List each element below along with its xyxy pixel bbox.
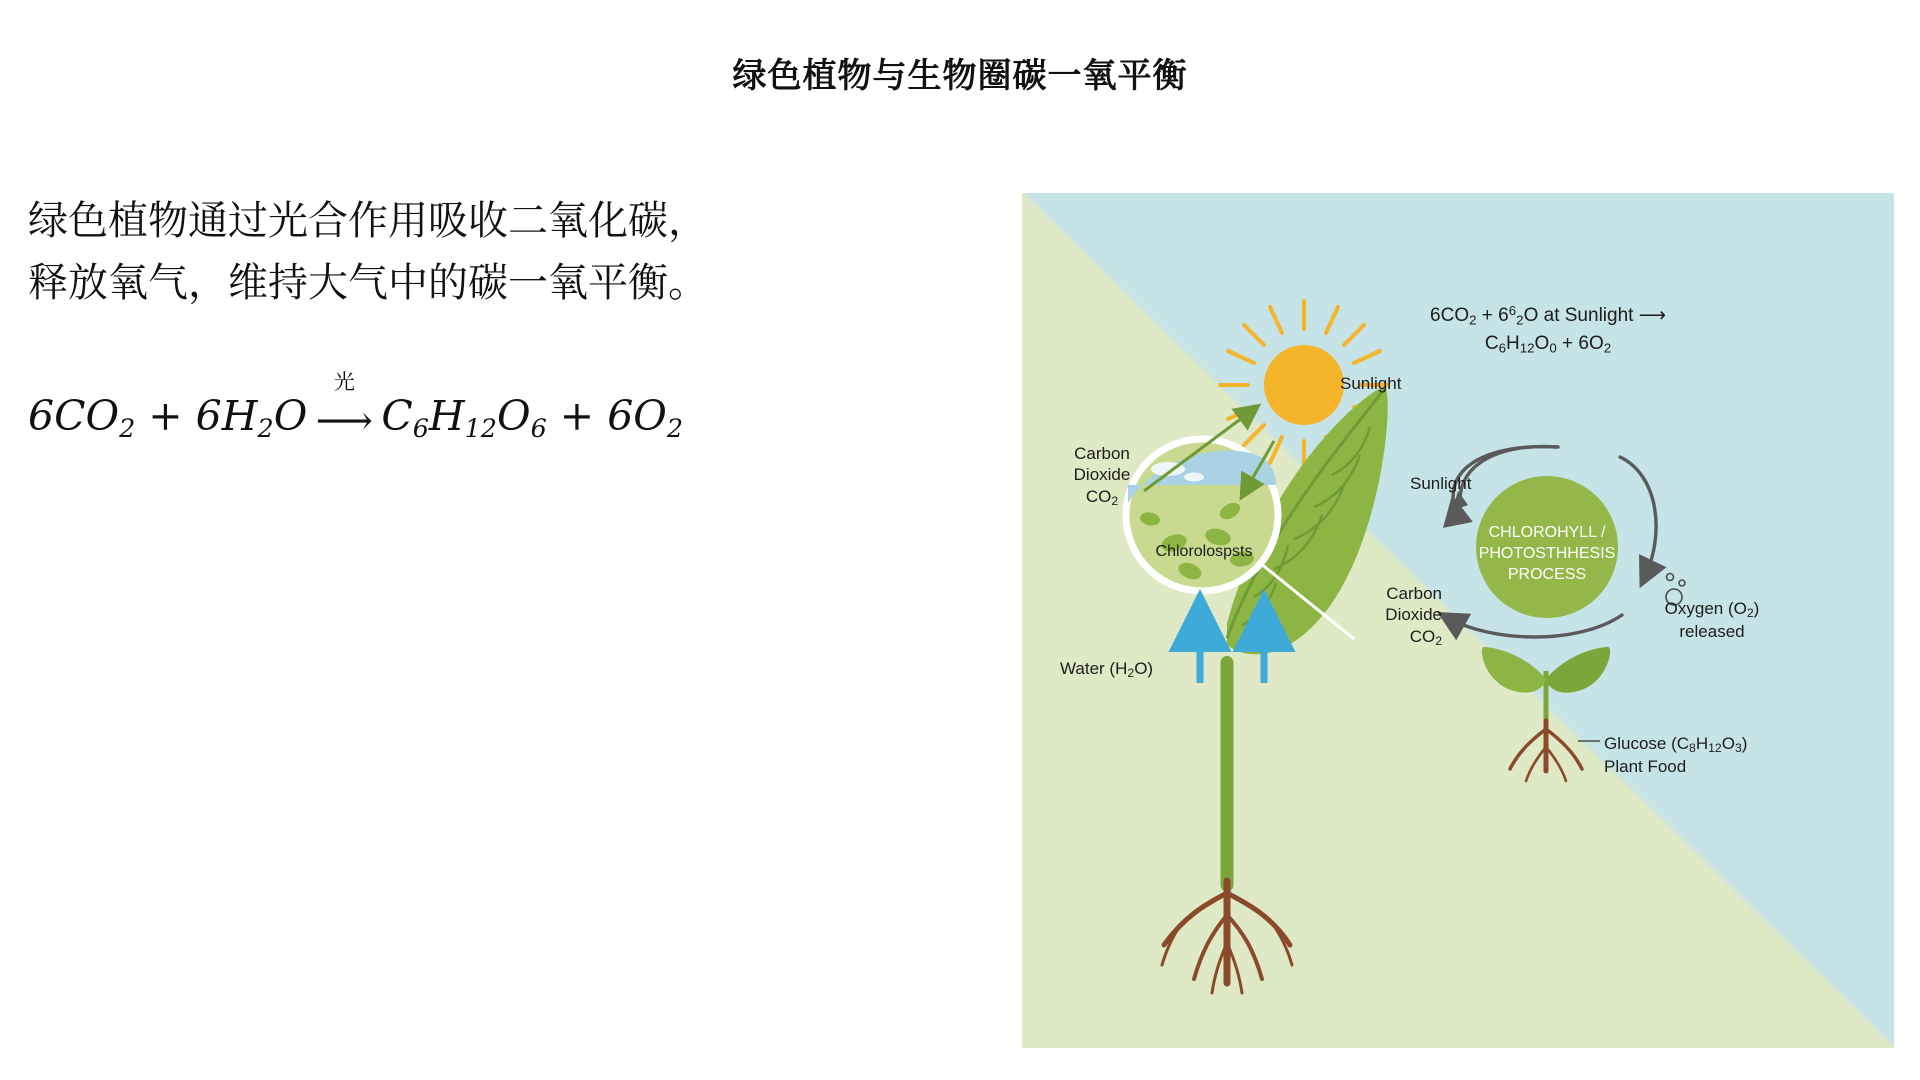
equation-plus-2: + [546, 392, 608, 440]
label-chloroplast: Chlorolospsts [1155, 543, 1253, 560]
label-cycle-sunlight: Sunlight [1410, 474, 1472, 493]
equation-arrow-label: 光 [333, 370, 355, 394]
equation-product-oxygen: $6O_2$ [607, 392, 684, 444]
photosynthesis-illustration [1022, 193, 1894, 1048]
label-oxygen-released: Oxygen $(O_2)$ released [1664, 599, 1760, 642]
equation-arrow-glyph: ⟶ [315, 397, 373, 444]
equation-reactant-co2: $6CO_2$ [28, 392, 136, 444]
label-glucose: Glucose $(C_8H_{12}O_3)$ Plant Food [1604, 734, 1748, 777]
photosynthesis-equation [28, 370, 684, 444]
body-paragraph [28, 190, 858, 314]
figure-equation [1398, 301, 1698, 357]
paragraph-line-2: 释放氧气，维持大气中的碳一氧平衡。 [28, 261, 708, 305]
page-title: 绿色植物与生物圈碳一氧平衡 [732, 57, 1188, 95]
seedling-graphic [1482, 647, 1610, 781]
label-water: Water $(H_2O)$ [1060, 659, 1154, 681]
equation-arrow [307, 370, 381, 444]
figure-equation-line-1: $6CO_2 + 6^6_2O$ at Sunlight ⟶ [1430, 303, 1666, 328]
paragraph-line-1: 绿色植物通过光合作用吸收二氧化碳， [28, 199, 708, 243]
equation-product-glucose: $C_6H_{12}O_6$ [381, 392, 547, 444]
label-sunlight-left: Sunlight [1340, 374, 1402, 393]
equation-reactant-water: $6H_2O$ [195, 392, 308, 444]
equation-plus-1: + [135, 392, 196, 440]
figure-equation-line-2: $C_6H_{12}O_0 + 6O_2$ [1484, 332, 1612, 355]
label-cycle-center: CHLOROHYLL / PHOTOSTHHESIS PROCESS [1478, 524, 1616, 583]
label-carbon-dioxide-input: Carbon Dioxide $CO_2$ [1073, 444, 1131, 508]
label-cycle-co2: Carbon Dioxide $CO_2$ [1385, 584, 1442, 648]
